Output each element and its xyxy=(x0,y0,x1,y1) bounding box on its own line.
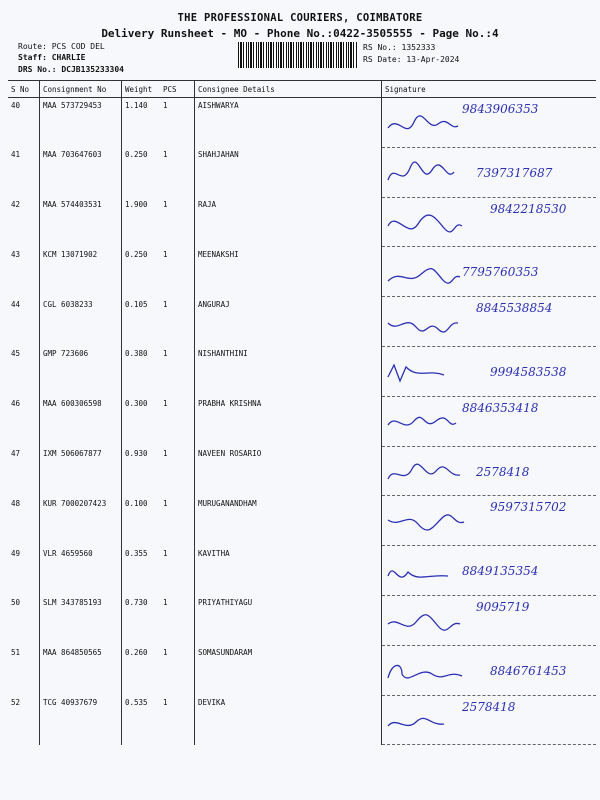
row-signature xyxy=(382,396,597,446)
signature-scribble xyxy=(386,602,476,636)
row-sno: 50 xyxy=(11,598,21,608)
row-weight: 0.100 xyxy=(122,496,161,546)
staff-line xyxy=(18,53,85,62)
row-sno: 51 xyxy=(11,648,21,658)
row-weight: 0.300 xyxy=(122,396,161,446)
row-pcs: 1 xyxy=(163,449,168,459)
row-sno: 46 xyxy=(11,399,21,409)
row-weight: 0.105 xyxy=(122,297,161,347)
signature-phone-text: 8845538854 xyxy=(476,301,553,316)
signature-phone-text: 9842218530 xyxy=(490,201,567,216)
row-signature xyxy=(382,496,597,546)
signature-phone-text: 8849135354 xyxy=(462,564,539,579)
table-row xyxy=(8,98,596,148)
row-pcs: 1 xyxy=(163,498,168,508)
table-row xyxy=(8,247,596,297)
row-sno: 52 xyxy=(11,698,21,708)
row-pcs: 1 xyxy=(163,249,168,259)
row-pcs: 1 xyxy=(163,150,168,160)
signature-scribble xyxy=(386,204,476,238)
signature-phone-text: 2578418 xyxy=(476,464,530,479)
row-pcs: 1 xyxy=(163,399,168,409)
staff-value: CHARLIE xyxy=(51,53,86,62)
row-consignee-name: ANGURAJ xyxy=(195,297,382,347)
row-consignee-name: NAVEEN ROSARIO xyxy=(195,446,382,496)
row-signature xyxy=(382,197,597,247)
header-signature: Signature xyxy=(382,81,597,98)
header-weight: Weight xyxy=(122,81,161,98)
row-signature xyxy=(382,546,597,596)
row-weight: 0.930 xyxy=(122,446,161,496)
row-consignee-name: MEENAKSHI xyxy=(195,247,382,297)
runsheet-subtitle: Delivery Runsheet - MO - Phone No.:0422-3505555 - Page No.:4 xyxy=(101,27,499,40)
row-sno: 44 xyxy=(11,299,21,309)
rs-date-value: 13-Apr-2024 xyxy=(406,55,460,64)
row-consignee-name: SOMASUNDARAM xyxy=(195,645,382,695)
header-sno: S No xyxy=(8,81,40,98)
row-sno: 48 xyxy=(11,498,21,508)
route-value: PCS COD DEL xyxy=(51,42,105,51)
signature-scribble xyxy=(386,303,476,337)
row-consignee-name: RAJA xyxy=(195,197,382,247)
row-consignee-name: DEVIKA xyxy=(195,695,382,745)
row-consignee-name: PRABHA KRISHNA xyxy=(195,396,382,446)
runsheet-table xyxy=(8,80,596,745)
row-weight: 0.380 xyxy=(122,346,161,396)
table-row xyxy=(8,645,596,695)
table-row xyxy=(8,297,596,347)
row-weight: 1.900 xyxy=(122,197,161,247)
row-signature xyxy=(382,98,597,148)
row-weight: 0.250 xyxy=(122,147,161,197)
row-consignment-no: VLR 4659560 xyxy=(40,546,122,596)
document-title: THE PROFESSIONAL COURIERS, COIMBATORE xyxy=(177,12,423,24)
row-consignment-no: MAA 574403531 xyxy=(40,197,122,247)
table-row xyxy=(8,396,596,446)
signature-phone-text: 9843906353 xyxy=(462,102,539,116)
row-consignee-name: PRIYATHIYAGU xyxy=(195,595,382,645)
table-row xyxy=(8,546,596,596)
row-pcs: 1 xyxy=(163,200,168,210)
signature-scribble xyxy=(386,453,476,487)
row-pcs: 1 xyxy=(163,101,168,110)
row-signature xyxy=(382,695,597,745)
table-row xyxy=(8,446,596,496)
row-weight: 1.140 xyxy=(122,98,161,148)
signature-phone-text: 9095719 xyxy=(476,599,530,614)
table-header-row xyxy=(8,81,596,98)
row-consignment-no: MAA 703647603 xyxy=(40,147,122,197)
row-consignment-no: IXM 506067877 xyxy=(40,446,122,496)
signature-phone-text: 8846761453 xyxy=(490,663,567,678)
row-consignment-no: KUR 7000207423 xyxy=(40,496,122,546)
row-weight: 0.355 xyxy=(122,546,161,596)
row-consignment-no: MAA 573729453 xyxy=(40,98,122,148)
table-row xyxy=(8,695,596,745)
drs-label: DRS No.: xyxy=(18,65,57,74)
row-signature xyxy=(382,595,597,645)
row-consignee-name: KAVITHA xyxy=(195,546,382,596)
row-consignee-name: NISHANTHINI xyxy=(195,346,382,396)
drs-line xyxy=(18,65,124,74)
header-pcs: PCS xyxy=(160,81,195,98)
row-signature xyxy=(382,346,597,396)
signature-scribble xyxy=(386,652,476,686)
signature-scribble xyxy=(386,154,476,188)
row-sno: 41 xyxy=(11,150,21,160)
rs-no-label: RS No.: xyxy=(363,43,397,52)
signature-phone-text: 8846353418 xyxy=(462,400,539,415)
row-signature xyxy=(382,147,597,197)
signature-phone-text: 9994583538 xyxy=(490,364,567,379)
signature-phone-text: 2578418 xyxy=(462,699,516,714)
row-signature xyxy=(382,446,597,496)
row-sno: 47 xyxy=(11,449,21,459)
rs-date-label: RS Date: xyxy=(363,55,402,64)
rs-no-line xyxy=(363,43,435,52)
row-consignment-no: TCG 40937679 xyxy=(40,695,122,745)
signature-phone-text: 7397317687 xyxy=(476,165,553,180)
header-consignee-details: Consignee Details xyxy=(195,81,382,98)
route-line xyxy=(18,42,105,51)
row-consignee-name: SHAHJAHAN xyxy=(195,147,382,197)
row-weight: 0.260 xyxy=(122,645,161,695)
row-sno: 42 xyxy=(11,200,21,210)
table-row xyxy=(8,595,596,645)
row-consignment-no: MAA 864850565 xyxy=(40,645,122,695)
signature-phone-text: 9597315702 xyxy=(490,500,567,515)
table-row xyxy=(8,346,596,396)
signature-phone-text: 7795760353 xyxy=(462,265,539,280)
header-consignment: Consignment No xyxy=(40,81,122,98)
drs-value: DCJB135233304 xyxy=(61,65,124,74)
route-label: Route: xyxy=(18,42,47,51)
row-pcs: 1 xyxy=(163,349,168,359)
row-sno: 49 xyxy=(11,548,21,558)
staff-label: Staff: xyxy=(18,53,47,62)
row-consignment-no: GMP 723606 xyxy=(40,346,122,396)
row-weight: 0.250 xyxy=(122,247,161,297)
row-pcs: 1 xyxy=(163,548,168,558)
row-signature xyxy=(382,247,597,297)
row-sno: 40 xyxy=(11,101,21,110)
row-pcs: 1 xyxy=(163,698,168,708)
rs-date-line xyxy=(363,55,459,64)
rs-no-value: 1352333 xyxy=(401,43,436,52)
row-weight: 0.730 xyxy=(122,595,161,645)
row-consignment-no: MAA 600306598 xyxy=(40,396,122,446)
row-sno: 43 xyxy=(11,249,21,259)
row-pcs: 1 xyxy=(163,648,168,658)
barcode xyxy=(238,42,358,68)
row-pcs: 1 xyxy=(163,598,168,608)
signature-scribble xyxy=(386,502,476,536)
row-consignment-no: KCM 13071902 xyxy=(40,247,122,297)
signature-scribble xyxy=(386,353,476,387)
row-consignee-name: MURUGANANDHAM xyxy=(195,496,382,546)
table-row xyxy=(8,197,596,247)
table-row xyxy=(8,496,596,546)
row-consignment-no: SLM 343785193 xyxy=(40,595,122,645)
row-signature xyxy=(382,297,597,347)
row-consignee-name: AISHWARYA xyxy=(195,98,382,148)
table-row xyxy=(8,147,596,197)
row-pcs: 1 xyxy=(163,299,168,309)
row-consignment-no: CGL 6038233 xyxy=(40,297,122,347)
row-signature xyxy=(382,645,597,695)
row-weight: 0.535 xyxy=(122,695,161,745)
row-sno: 45 xyxy=(11,349,21,359)
